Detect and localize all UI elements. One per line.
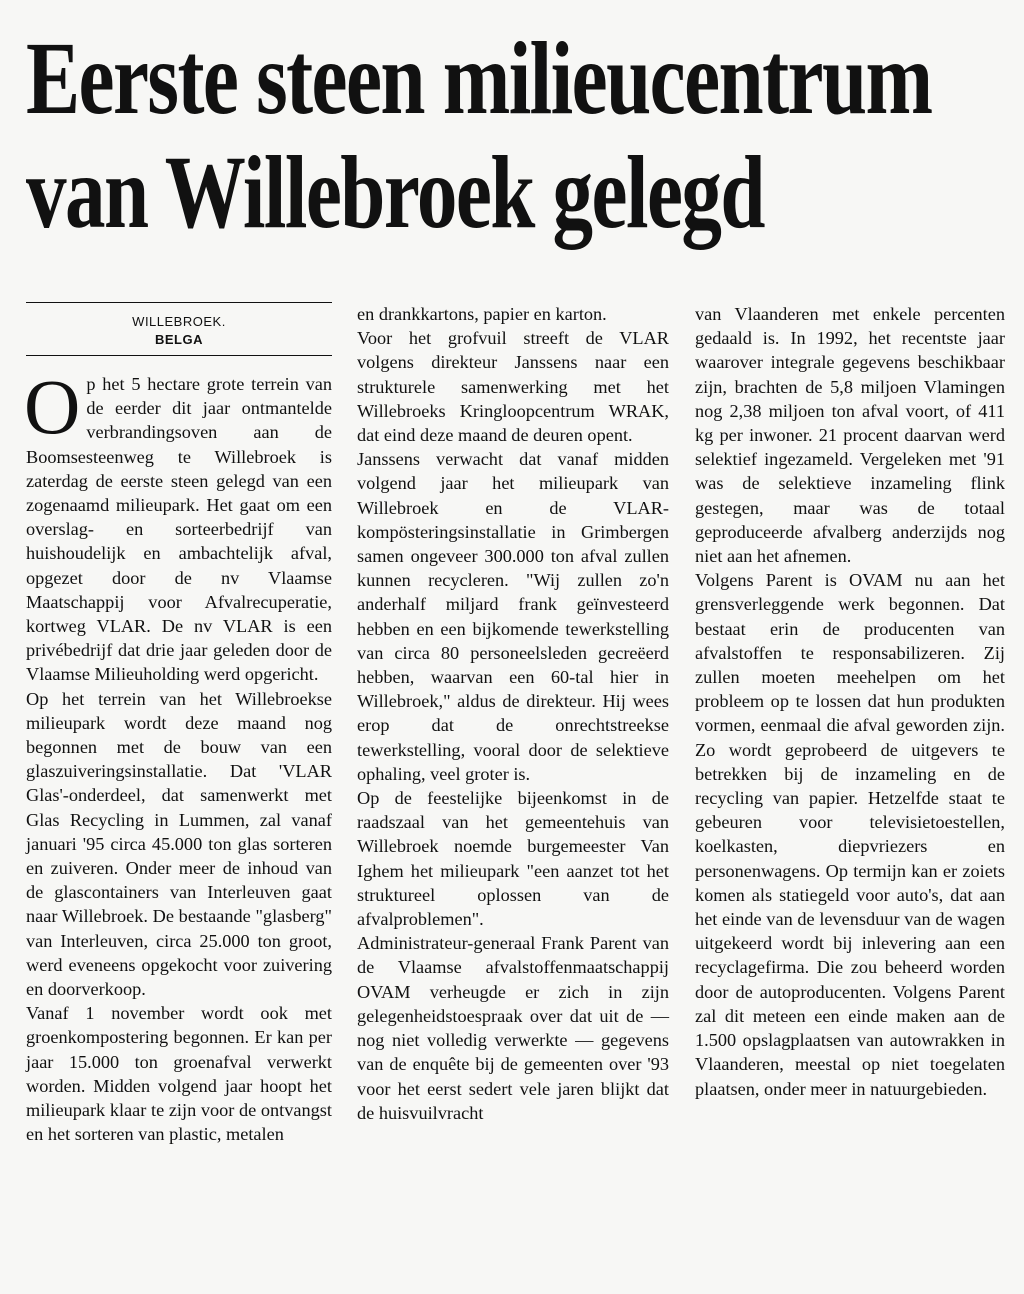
paragraph xyxy=(24,363,332,687)
paragraph: Volgens Parent is OVAM nu aan het grensverleggende werk begonnen. Dat bestaat erin de producenten van afvalstoffen te responsabilizeren. Zij zullen moeten meehelpen om het probleem op te lossen dat hun produkten vormen, eenmaal die afval geworden zijn. Zo wordt geprobeerd de uitgevers te betrekken bij de inzameling en de recycling van papier. Hetzelfde staat te gebeuren voor televisietoestellen, koelkasten, diepvriezers en personenwagens. Op termijn kan er zoiets komen als statiegeld voor auto's, dat aan het einde van de levensduur van de wagen uitgekeerd wordt bij inlevering aan een recyclagefirma. Die zou beheerd worden door de autoproducenten. Volgens Parent zal dit meteen een einde maken aan de 1.500 opslagplaatsen van autowrakken in Vlaanderen, meestal op niet toegelaten plaatsen, onder meer in natuurgebieden. xyxy=(695,570,1005,1099)
drop-cap: O xyxy=(24,363,81,450)
paragraph: Op de feestelijke bijeenkomst in de raadszaal van het gemeentehuis van Willebroek noemde burgemeester Van Ighem het milieupark "een aanzet tot het struktureel oplossen van de afvalproblemen". xyxy=(357,788,669,930)
headline xyxy=(26,21,932,250)
paragraph: Voor het grofvuil streeft de VLAR volgens direkteur Janssens naar een strukturele samenwerking met het Willebroeks Kringloopcentrum WRAK, dat eind deze maand de deuren opent. xyxy=(357,328,669,446)
byline-place: WILLEBROEK. xyxy=(132,314,226,329)
paragraph: Janssens verwacht dat vanaf midden volgend jaar het milieupark van Willebroek en de VLAR-kompösteringsinstallatie in Grimbergen samen ongeveer 300.000 ton afval zullen kunnen recycleren. "Wij zullen zo'n anderhalf miljard frank geïnvesteerd hebben en een bijkomende tewerkstelling van circa 80 personeelsleden gecreëerd hebben, waarvan een 60-tal hier in Willebroek," aldus de direkteur. Hij wees erop dat de onrechtstreekse tewerkstelling, vooral door de selektieve ophaling, veel groter is. xyxy=(357,449,669,784)
paragraph: en drankkartons, papier en karton. xyxy=(357,304,607,324)
column-3 xyxy=(695,302,1005,1101)
byline xyxy=(26,302,332,356)
byline-agency: BELGA xyxy=(155,332,203,347)
column-1 xyxy=(24,363,332,1147)
headline-line-1: Eerste steen milieucentrum xyxy=(26,21,932,136)
paragraph-text: p het 5 hectare grote terrein van de eerder dit jaar ontmantelde verbrandingsoven aan de Boomsesteenweg te Willebroek is zaterdag de eerste steen gelegd van een zogenaamd milieupark. Het gaat om een overslag- en sorteerbedrijf van huishoudelijk en ambachtelijk afval, opgezet door de nv Vlaamse Maatschappij voor Afvalrecuperatie, kortweg VLAR. De nv VLAR is een privébedrijf dat drie jaar geleden door de Vlaamse Milieuholding werd opgericht. xyxy=(26,374,332,685)
paragraph: Administrateur-generaal Frank Parent van de Vlaamse afvalstoffenmaatschappij OVAM verheugde er zich in zijn gelegenheidstoespraak over dat uit de — nog niet volledig verwerkte — gegevens van de enquête bij de gemeenten over '93 voor het eerst sedert vele jaren blijkt dat de huisvuilvracht xyxy=(357,933,669,1123)
paragraph: van Vlaanderen met enkele percenten gedaald is. In 1992, het recentste jaar waarover integrale gegevens beschikbaar zijn, brachten de 5,8 miljoen Vlamingen nog 2,38 miljoen ton afval voort, of 411 kg per inwoner. 21 procent daarvan werd selektief ingezameld. Vergeleken met '91 was de selektieve inzameling flink gestegen, maar was de totaal geproduceerde afvalberg anderzijds nog niet aan het afnemen. xyxy=(695,304,1005,567)
paragraph: Op het terrein van het Willebroekse milieupark wordt deze maand nog begonnen met de bouw van een glaszuiveringsinstallatie. Dat 'VLAR Glas'-onderdeel, dat samenwerkt met Glas Recycling in Lummen, zal vanaf januari '95 circa 45.000 ton glas sorteren en zuiveren. Onder meer de inhoud van de glascontainers van Interleuven gaat naar Willebroek. De bestaande "glasberg" van Interleuven, circa 25.000 ton groot, werd eveneens opgekocht voor zuivering en doorverkoop. xyxy=(26,688,332,1000)
headline-line-2: van Willebroek gelegd xyxy=(26,135,764,250)
column-2 xyxy=(357,302,669,1125)
paragraph: Vanaf 1 november wordt ook met groenkompostering begonnen. Er kan per jaar 15.000 ton groenafval verwerkt worden. Midden volgend jaar hoopt het milieupark klaar te zijn voor de ontvangst en het sorteren van plastic, metalen xyxy=(26,1003,332,1145)
